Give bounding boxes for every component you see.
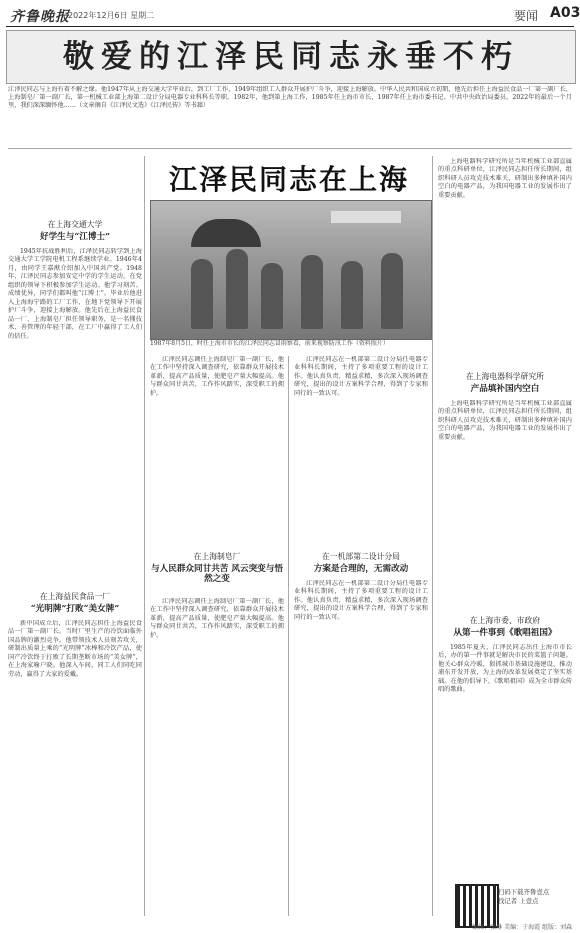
- page-headline: 敬爱的江泽民同志永垂不朽: [6, 30, 576, 84]
- person-figure: [381, 253, 403, 329]
- article-text: 江泽民同志在一机部第二设计分局任电器专业科科长期间，主持了多项重要工程的设计工作。他认真负责，精益求精，多次深入现场调查研究，提出的设计方案科学合理，得到了专家和同行的一致认可。: [294, 580, 428, 621]
- section-kicker: 在一机部第二设计分局: [322, 552, 400, 561]
- section-heading: 与人民群众同甘共苦 风云突变与悟然之变: [151, 564, 283, 584]
- person-figure: [191, 259, 213, 329]
- section-heading: 好学生与“江博士”: [39, 232, 111, 242]
- newspaper-logo: 齐鲁晚报: [10, 9, 70, 25]
- person-figure: [341, 261, 363, 329]
- page-number: A03: [550, 5, 580, 21]
- umbrella-shape: [191, 219, 261, 247]
- section-heading: “光明牌”打败“美女牌”: [30, 604, 120, 614]
- article-text: 上海电器科学研究所是当年机械工业部直属的重点科研单位，江泽民同志担任所长期间，组织科研人员攻克技术难关，研制出多种填补国内空白的电器产品，为我国电器工业的发展作出了重要贡献。: [438, 158, 572, 199]
- qr-label: [498, 888, 549, 906]
- article-text: 江泽民同志调任上海制皂厂第一副厂长，他在工作中坚持深入调查研究，依靠群众开展技术革新，提高产品质量，使肥皂产量大幅提高。他与群众同甘共苦，工作作风踏实，深受职工的拥护。: [150, 356, 284, 397]
- article-text: 上海电器科学研究所是当年机械工业部直属的重点科研单位，江泽民同志担任所长期间，组织科研人员攻克技术难关，研制出多种填补国内空白的电器产品，为我国电器工业的发展作出了重要贡献。: [438, 400, 572, 441]
- intro-paragraph: 江泽民同志与上海有着不解之缘。他1947年从上海交通大学毕业后，到工厂工作，1949年组织工人群众开展护厂斗争，迎接上海解放。中华人民共和国成立初期，他先后担任上海益民食品一厂第一副厂长，上海制皂厂第一副厂长，第一机械工业部上海第二设计分局电器专业科科长等职。1982年，他到第上海工作，1985年任上海市市长，1987年任上海市委书记、中共中央政治局委员。2022年的最后一个月里，我们深深缅怀他……（文章摘自《江泽民文选》《江泽民传》等书籍）: [8, 86, 572, 149]
- article-text: 新中国成立后，江泽民同志担任上海益民食品一厂第一副厂长。当时厂里生产的冷饮面临外国品牌的激烈竞争。他带领技术人员刻苦攻关，研制出质量上乘的“光明牌”冰棒和冷饮产品，使国产冷饮终于打败了长期垄断市场的“美女牌”，在上海家喻户晓。他深入车间，同工人们同吃同劳动，赢得了大家的爱戴。: [8, 620, 142, 678]
- masthead: [6, 4, 580, 27]
- section-kicker: 在上海市委、市政府: [469, 616, 541, 625]
- section-kicker: 在上海益民食品一厂: [39, 592, 111, 601]
- news-photo: [150, 200, 432, 340]
- column-divider: [144, 156, 145, 916]
- column-divider: [288, 356, 289, 916]
- article-text: 江泽民同志调任上海制皂厂第一副厂长，他在工作中坚持深入调查研究，依靠群众开展技术革新，提高产品质量，使肥皂产量大幅提高。他与群众同甘共苦，工作作风踏实，深受职工的拥护。: [150, 598, 284, 639]
- column-divider: [432, 156, 433, 916]
- qr-line-2: 找记者 上壹点: [498, 897, 539, 905]
- article-text: 1985年夏天，江泽民同志出任上海市市长后，办的第一件事就是解决市民的菜篮子问题。他关心群众冷暖，狠抓城市基础设施建设，推动浦东开发开放，为上海的改革发展奠定了坚实基础。在他的倡导下，《歌唱祖国》成为全市群众传唱的歌曲。: [438, 644, 572, 694]
- section-heading: 方案是合理的，无需改动: [313, 564, 409, 574]
- person-figure: [226, 249, 248, 329]
- article-text: 江泽民同志在一机部第二设计分局任电器专业科科长期间，主持了多项重要工程的设计工作。他认真负责，精益求精，多次深入现场调查研究，提出的设计方案科学合理，得到了专家和同行的一致认可。: [294, 356, 428, 397]
- section-kicker: 在上海交通大学: [47, 220, 103, 229]
- section-label: 要闻: [514, 9, 539, 23]
- article-text: 1945年抗战胜利后，江泽民同志转学到上海交通大学工学院电机工程系继续学业。1946年4月，由同学王嘉猷介绍加入中国共产党。1948年，江泽民同志参加安定中学的学生运动，在党组织的领导下积极参加学生运动。他学习刻苦、成绩优异，同学们都叫他“江博士”。毕业后他进入上海海宁路的工厂工作，在地下党领导下开展护厂斗争，迎接上海解放。他先后在上海益民食品一厂、上海制皂厂担任领导职务，是一名懂技术、善管理的年轻干部，在工厂中赢得了工人们的信任。: [8, 248, 142, 340]
- section-kicker: 在上海电器科学研究所: [466, 372, 544, 381]
- qr-line-1: 扫码下载齐鲁壹点: [498, 888, 550, 896]
- section-heading: 产品填补国内空白: [470, 384, 540, 394]
- banner-shape: [331, 211, 401, 223]
- section-kicker: 在上海制皂厂: [193, 552, 241, 561]
- article-title: 江泽民同志在上海: [168, 163, 409, 196]
- photo-caption: 1987年8月5日，时任上海市市长的江泽民同志冒雨察看，前来视察防汛工作（资料照片）: [150, 340, 389, 347]
- person-figure: [261, 263, 283, 329]
- editor-credits: 编辑：张琳 美编：于海霞 组版：刘森: [472, 924, 572, 931]
- section-heading: 从第一件事到《歌唱祖国》: [453, 628, 557, 638]
- person-figure: [301, 255, 323, 329]
- issue-date: 2022年12月6日 星期二: [68, 11, 155, 20]
